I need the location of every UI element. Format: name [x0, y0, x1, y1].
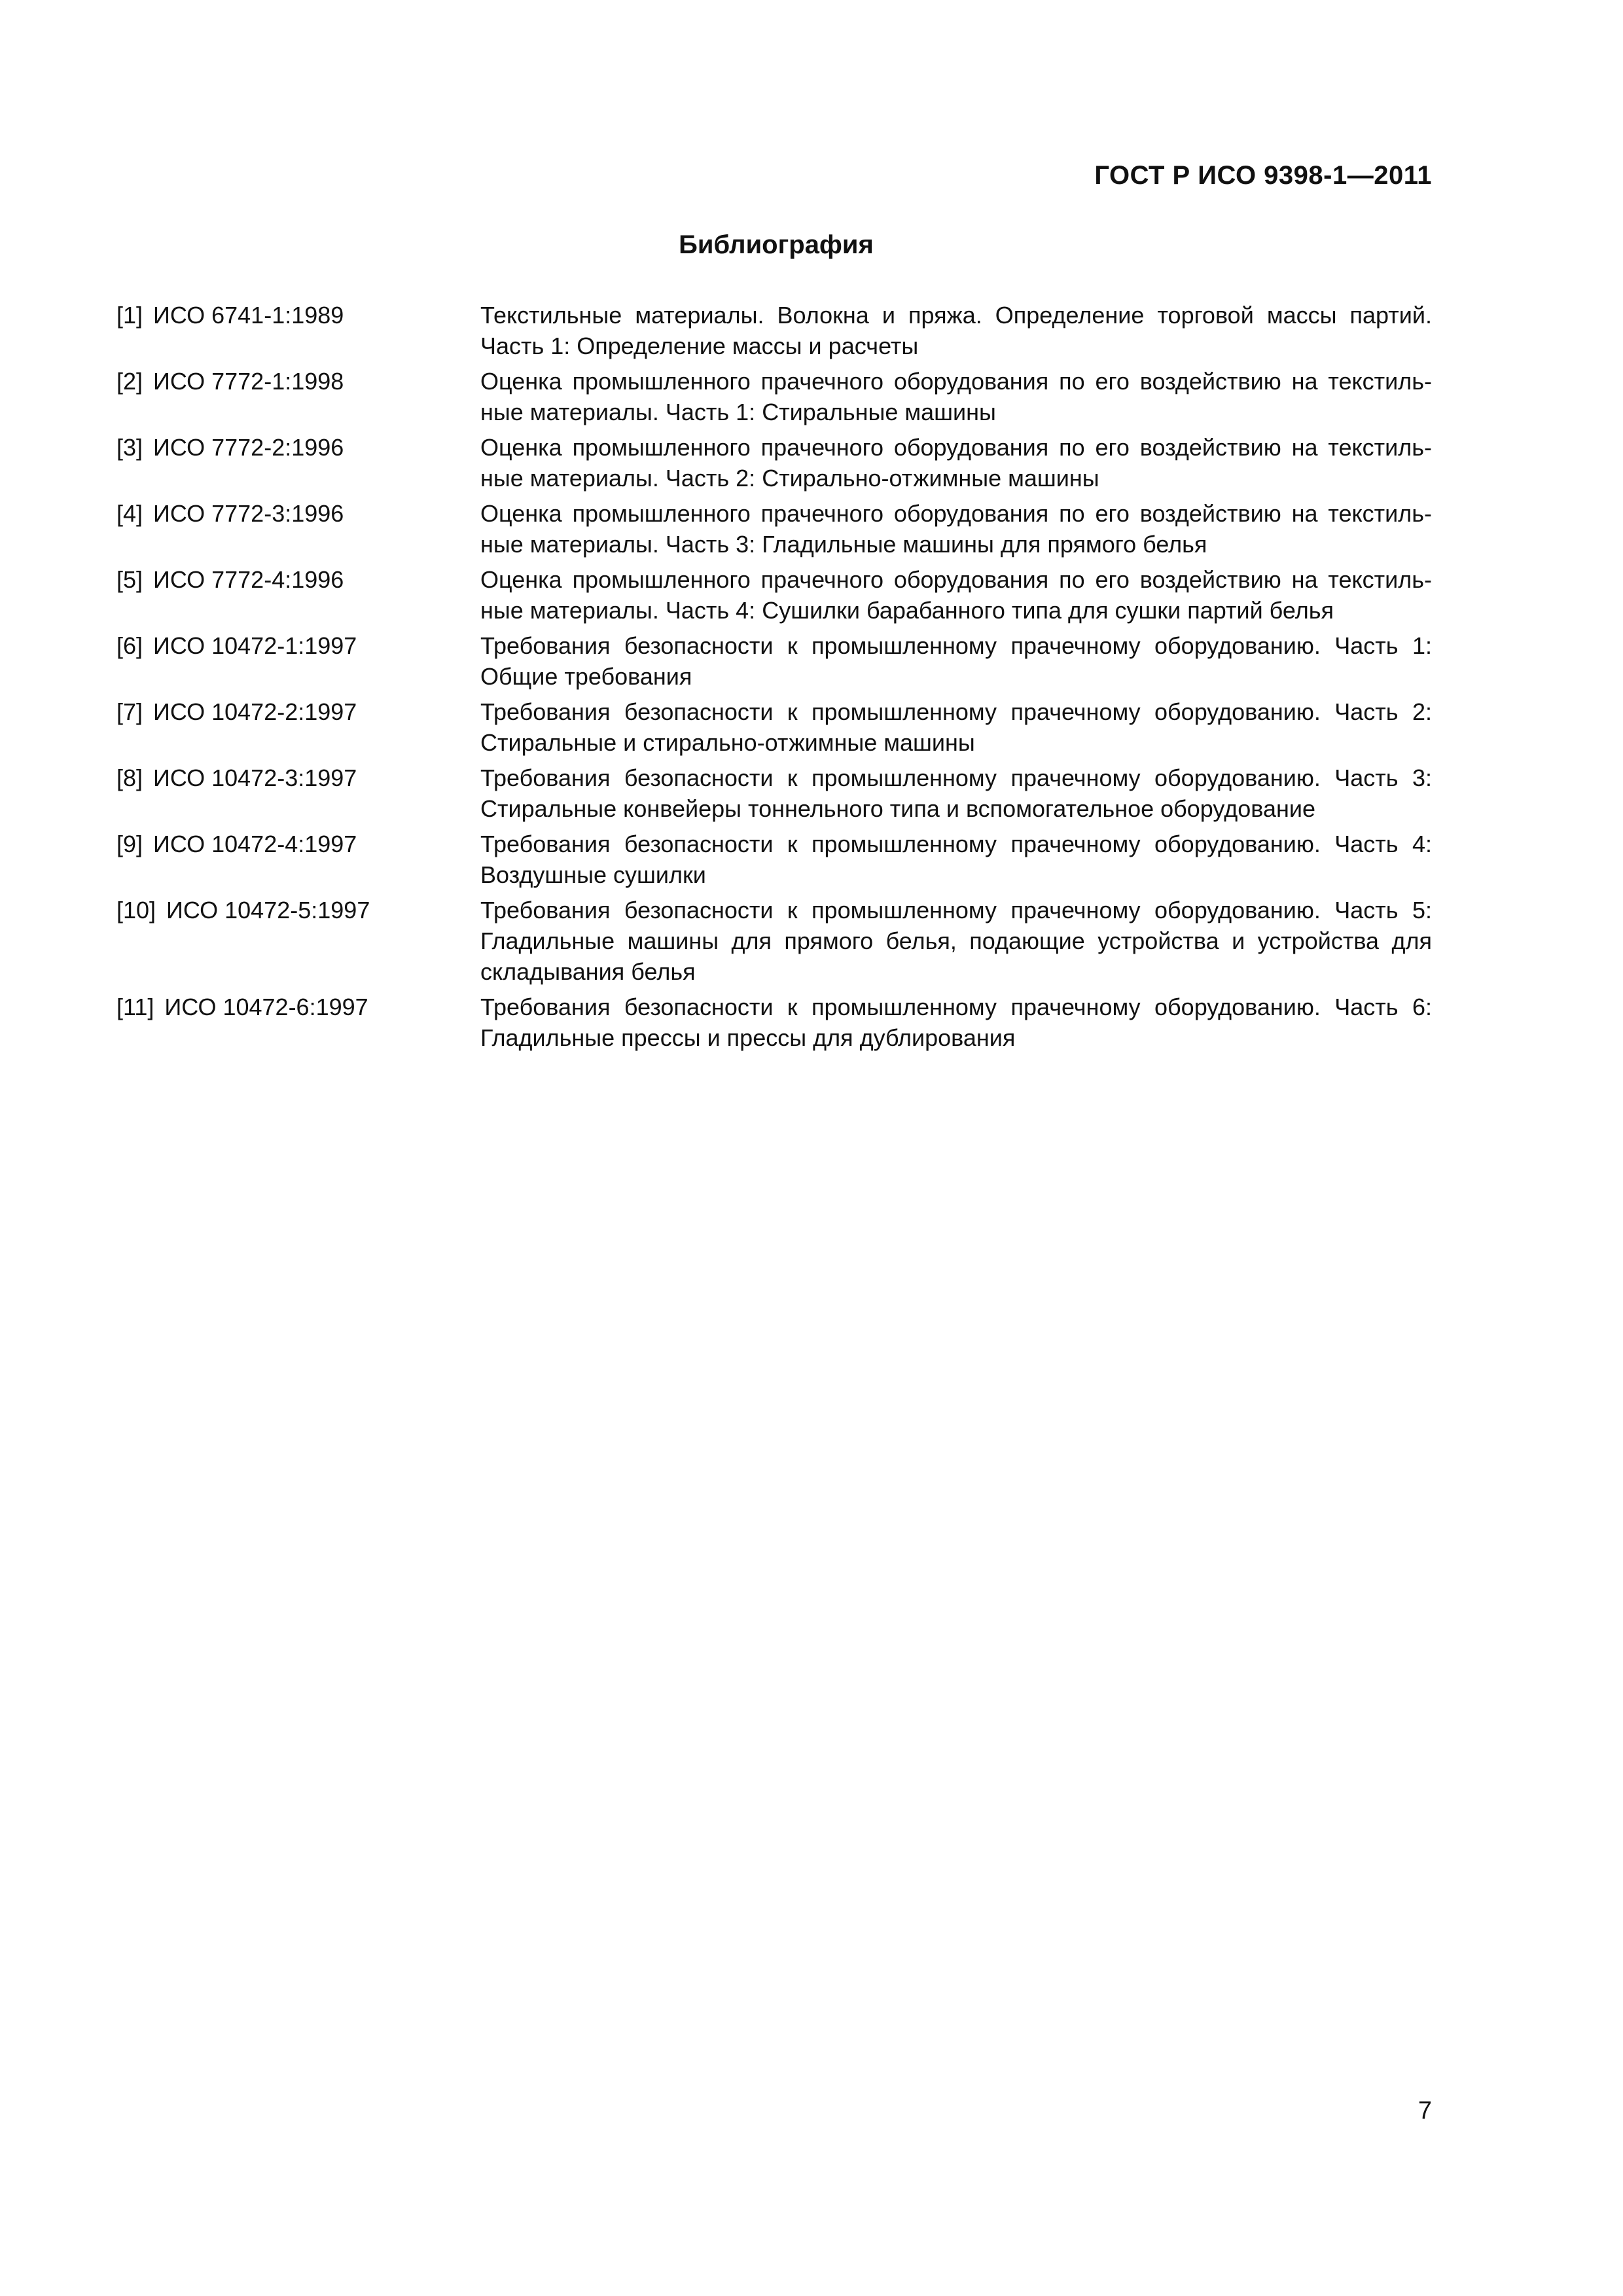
entry-number: [7]: [116, 698, 143, 725]
entry-description: Требования безопасности к промышленному прачечному оборудованию. Часть 6: Гладильные прессы и прессы для дублирования: [480, 994, 1432, 1051]
entry-number: [11]: [116, 994, 154, 1020]
entry-reference: [116, 300, 480, 361]
entry-number: [1]: [116, 302, 143, 329]
entry-description: Оценка промышленного прачечного оборудования по его воздействию на текстильные материалы. Часть 3: Гладильные машины для прямого белья: [480, 500, 1432, 558]
bibliography-entry-6: [116, 630, 1432, 692]
entry-reference: [116, 630, 480, 692]
entry-standard: ИСО 10472-4:1997: [153, 831, 357, 857]
bibliography-entry-7: [116, 696, 1432, 758]
bibliography-entry-5: [116, 564, 1432, 626]
entry-number: [4]: [116, 500, 143, 527]
entry-description: Требования безопасности к промышленному прачечному оборудованию. Часть 3: Стиральные конвейеры тоннельного типа и вспомогательное оборудование: [480, 764, 1432, 822]
entry-reference: [116, 895, 480, 987]
entry-reference: [116, 432, 480, 493]
entry-standard: ИСО 7772-2:1996: [153, 434, 344, 461]
entry-description: Оценка промышленного прачечного оборудования по его воздействию на текстильные материалы. Часть 2: Стирально-отжимные машины: [480, 434, 1432, 492]
entry-number: [9]: [116, 831, 143, 857]
entry-reference: [116, 992, 480, 1053]
entry-description: Оценка промышленного прачечного оборудования по его воздействию на текстильные материалы. Часть 1: Стиральные машины: [480, 368, 1432, 425]
page-number: 7: [1418, 2097, 1432, 2125]
entry-standard: ИСО 7772-3:1996: [153, 500, 344, 527]
entry-standard: ИСО 10472-6:1997: [164, 994, 368, 1020]
entry-standard: ИСО 10472-5:1997: [166, 897, 370, 924]
entry-reference: [116, 696, 480, 758]
entry-standard: ИСО 10472-3:1997: [153, 764, 357, 791]
entry-reference: [116, 498, 480, 560]
entry-standard: ИСО 7772-1:1998: [153, 368, 344, 395]
entry-number: [2]: [116, 368, 143, 395]
bibliography-entry-11: [116, 992, 1432, 1053]
entry-reference: [116, 829, 480, 890]
entry-reference: [116, 366, 480, 427]
bibliography-entry-9: [116, 829, 1432, 890]
entry-description: Оценка промышленного прачечного оборудования по его воздействию на текстильные материалы. Часть 4: Сушилки барабанного типа для сушки партий белья: [480, 566, 1432, 624]
bibliography-entry-3: [116, 432, 1432, 493]
entry-description: Текстильные материалы. Волокна и пряжа. Определение торговой массы партий. Часть 1: Определение массы и расчеты: [480, 302, 1432, 359]
section-title: Библиография: [679, 230, 874, 259]
bibliography-entry-8: [116, 762, 1432, 824]
entry-standard: ИСО 6741-1:1989: [153, 302, 344, 329]
bibliography-entry-4: [116, 498, 1432, 560]
bibliography-entry-2: [116, 366, 1432, 427]
entry-standard: ИСО 10472-1:1997: [153, 632, 357, 659]
entry-standard: ИСО 7772-4:1996: [153, 566, 344, 593]
entry-reference: [116, 564, 480, 626]
entry-number: [3]: [116, 434, 143, 461]
entry-description: Требования безопасности к промышленному прачечному оборудованию. Часть 5: Гладильные машины для прямого белья, подающие устройства и устройства для складывания белья: [480, 897, 1432, 985]
bibliography-list: [116, 300, 1432, 1058]
bibliography-entry-10: [116, 895, 1432, 987]
document-code: ГОСТ Р ИСО 9398-1—2011: [1094, 161, 1432, 190]
entry-number: [8]: [116, 764, 143, 791]
entry-standard: ИСО 10472-2:1997: [153, 698, 357, 725]
entry-description: Требования безопасности к промышленному прачечному оборудованию. Часть 2: Стиральные и стирально-отжимные машины: [480, 698, 1432, 756]
entry-description: Требования безопасности к промышленному прачечному оборудованию. Часть 1: Общие требования: [480, 632, 1432, 690]
entry-number: [6]: [116, 632, 143, 659]
entry-description: Требования безопасности к промышленному прачечному оборудованию. Часть 4: Воздушные сушилки: [480, 831, 1432, 888]
entry-number: [10]: [116, 897, 156, 924]
entry-number: [5]: [116, 566, 143, 593]
bibliography-entry-1: [116, 300, 1432, 361]
entry-reference: [116, 762, 480, 824]
